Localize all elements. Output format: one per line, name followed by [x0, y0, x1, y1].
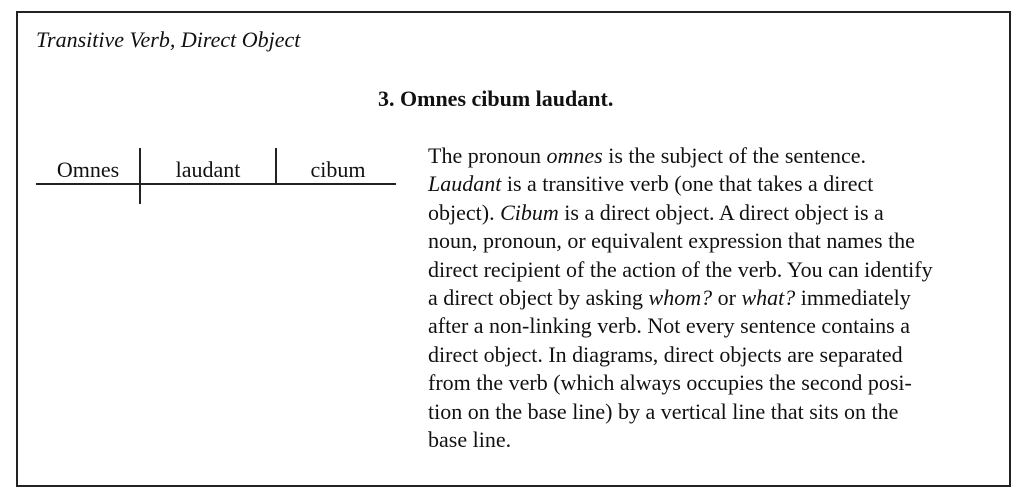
diagram-base-line: [36, 183, 396, 185]
text-run: direct recipient of the action of the verb. You can identify: [428, 256, 933, 282]
italic-term: Cibum: [500, 199, 559, 225]
italic-term: whom?: [648, 285, 713, 311]
sentence-heading: 3. Omnes cibum laudant.: [378, 86, 614, 111]
text-run: is a transitive verb (one that takes a direct: [501, 171, 874, 197]
explanation-line: [428, 142, 993, 170]
text-run: is the subject of the sentence.: [602, 143, 867, 168]
content-box: [16, 11, 1011, 487]
explanation-line: [428, 199, 993, 227]
explanation-line: [428, 284, 993, 312]
text-run: is a direct object. A direct object is a: [558, 199, 884, 225]
text-run: from the verb (which always occupies the second posi-: [428, 370, 912, 396]
diagram-verb: laudant: [175, 157, 241, 182]
diagram-verb-object-divider: [275, 148, 277, 184]
text-run: immediately: [795, 285, 911, 311]
text-run: a direct object by asking: [428, 285, 649, 311]
explanation-line: [428, 341, 993, 369]
italic-term: Laudant: [428, 171, 502, 197]
text-run: direct object. In diagrams, direct objects are separated: [428, 341, 903, 367]
explanation-line: [428, 227, 993, 255]
text-run: noun, pronoun, or equivalent expression that names the: [428, 228, 915, 254]
section-title: Transitive Verb, Direct Object: [36, 27, 301, 52]
explanation-paragraph: [428, 142, 993, 454]
explanation-line: [428, 369, 993, 397]
diagram-direct-object: cibum: [310, 157, 366, 182]
text-run: after a non-linking verb. Not every sentence contains a: [428, 313, 910, 339]
diagram-subject-verb-divider: [139, 148, 141, 204]
explanation-line: [428, 398, 993, 426]
diagram-subject: Omnes: [56, 157, 120, 182]
explanation-line: [428, 256, 993, 284]
text-run: object).: [428, 199, 501, 225]
italic-term: what?: [741, 285, 796, 311]
text-run: The pronoun: [428, 143, 547, 168]
italic-term: omnes: [546, 143, 603, 168]
text-run: base line.: [428, 427, 512, 453]
explanation-line: [428, 426, 993, 454]
explanation-line: [428, 312, 993, 340]
text-run: tion on the base line) by a vertical line that sits on the: [428, 398, 899, 424]
explanation-line: [428, 170, 993, 198]
text-run: or: [712, 285, 742, 311]
